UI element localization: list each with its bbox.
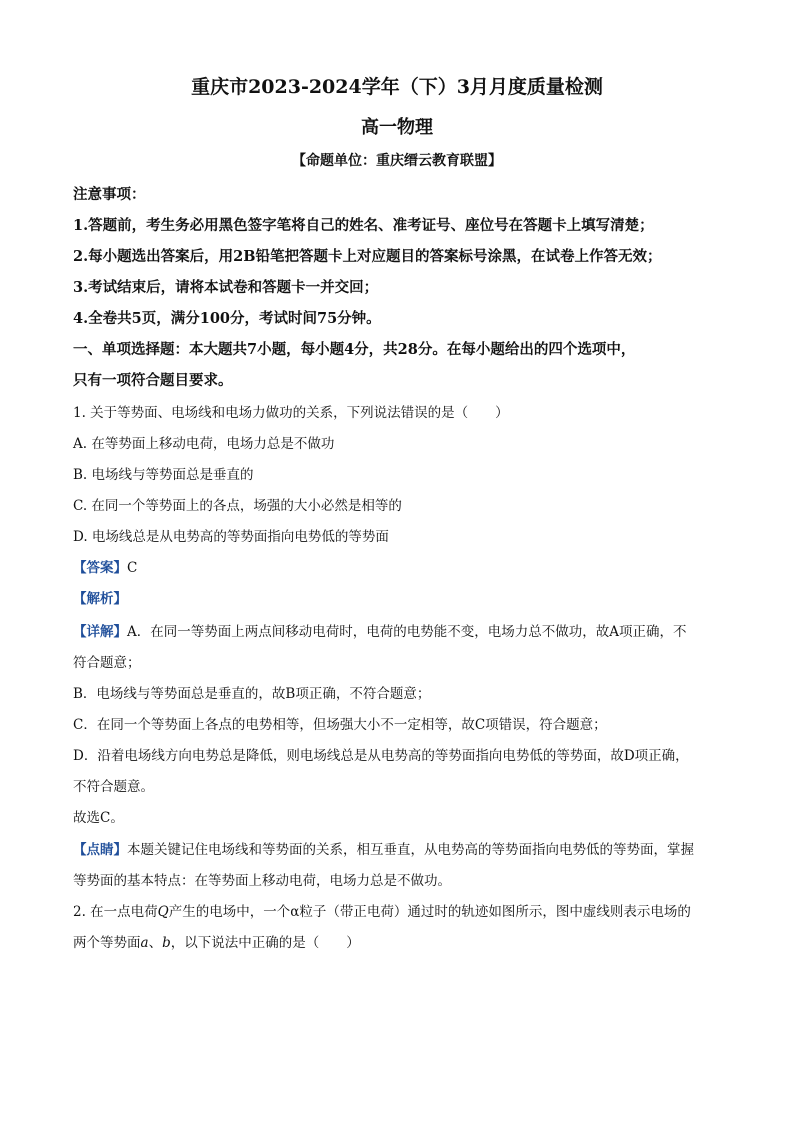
q1-detail-line-7: 故选C。 — [73, 810, 124, 826]
q1-detail-line-4: C．在同一个等势面上各点的电势相等，但场强大小不一定相等，故C项错误，符合题意； — [73, 717, 607, 733]
q1-comment-line-1 — [73, 838, 694, 858]
q2-stem-part-2: 产生的电场中，一个α粒子（带正电荷）通过时的轨迹如图所示，图中虚线则表示电场的 — [168, 904, 691, 920]
exam-unit: 【命题单位：重庆缙云教育联盟】 — [292, 153, 502, 169]
q1-detail-line-3: B．电场线与等势面总是垂直的，故B项正确，不符合题意； — [73, 686, 431, 702]
section-heading-line-2: 只有一项符合题目要求。 — [73, 372, 233, 389]
q1-detail-line-5: D．沿着电场线方向电势总是降低，则电场线总是从电势高的等势面指向电势低的等势面，故D项正确， — [73, 748, 689, 764]
surface-a: a — [140, 935, 149, 951]
q1-option-d: D. 电场线总是从电势高的等势面指向电势低的等势面 — [73, 529, 389, 545]
notice-heading: 注意事项： — [73, 186, 146, 203]
notice-item-2: 2.每小题选出答案后，用2B铅笔把答题卡上对应题目的答案标号涂黑，在试卷上作答无效； — [73, 248, 662, 265]
analysis-tag: 【解析】 — [73, 591, 127, 607]
q2-stem-part-1: 2. 在一点电荷 — [73, 904, 158, 920]
q1-detail-line-1 — [73, 620, 687, 640]
charge-symbol: Q — [157, 904, 169, 920]
q1-detail-line-6: 不符合题意。 — [73, 779, 154, 795]
q2-stem-line-2-part-1: 两个等势面 — [73, 935, 141, 951]
q2-stem-line-2 — [73, 931, 360, 951]
detail-text: A．在同一等势面上两点间移动电荷时，电荷的电势能不变，电场力总不做功，故A项正确，不 — [127, 624, 687, 640]
answer-tag: 【答案】 — [73, 560, 127, 576]
separator: 、 — [148, 935, 163, 951]
q1-option-b: B. 电场线与等势面总是垂直的 — [73, 467, 254, 483]
q1-option-a: A. 在等势面上移动电荷，电场力总是不做功 — [73, 436, 335, 452]
exam-subject: 高一物理 — [361, 117, 433, 138]
q2-stem-line-1 — [73, 900, 691, 920]
answer-value: C — [127, 560, 138, 576]
notice-item-3: 3.考试结束后，请将本试卷和答题卡一并交回； — [73, 279, 379, 296]
q2-stem-line-2-part-2: ，以下说法中正确的是（ ） — [170, 935, 360, 951]
notice-item-4: 4.全卷共5页，满分100分，考试时间75分钟。 — [73, 310, 381, 327]
q1-analysis — [73, 587, 127, 607]
exam-title: 重庆市2023-2024学年（下）3月月度质量检测 — [191, 76, 603, 98]
section-heading-line-1: 一、单项选择题：本大题共7小题，每小题4分，共28分。在每小题给出的四个选项中， — [73, 341, 636, 358]
comment-text: 本题关键记住电场线和等势面的关系，相互垂直，从电势高的等势面指向电势低的等势面，掌握 — [127, 842, 694, 858]
detail-tag: 【详解】 — [73, 624, 127, 640]
q1-option-c: C. 在同一个等势面上的各点，场强的大小必然是相等的 — [73, 498, 402, 514]
comment-tag: 【点睛】 — [73, 842, 127, 858]
q1-detail-line-2: 符合题意； — [73, 655, 141, 671]
notice-item-1: 1.答题前，考生务必用黑色签字笔将自己的姓名、准考证号、座位号在答题卡上填写清楚； — [73, 217, 654, 234]
q1-answer — [73, 556, 137, 576]
surface-b: b — [162, 935, 171, 951]
q1-stem: 1. 关于等势面、电场线和电场力做功的关系，下列说法错误的是（ ） — [73, 405, 509, 421]
q1-comment-line-2: 等势面的基本特点：在等势面上移动电荷，电场力总是不做功。 — [73, 873, 451, 889]
